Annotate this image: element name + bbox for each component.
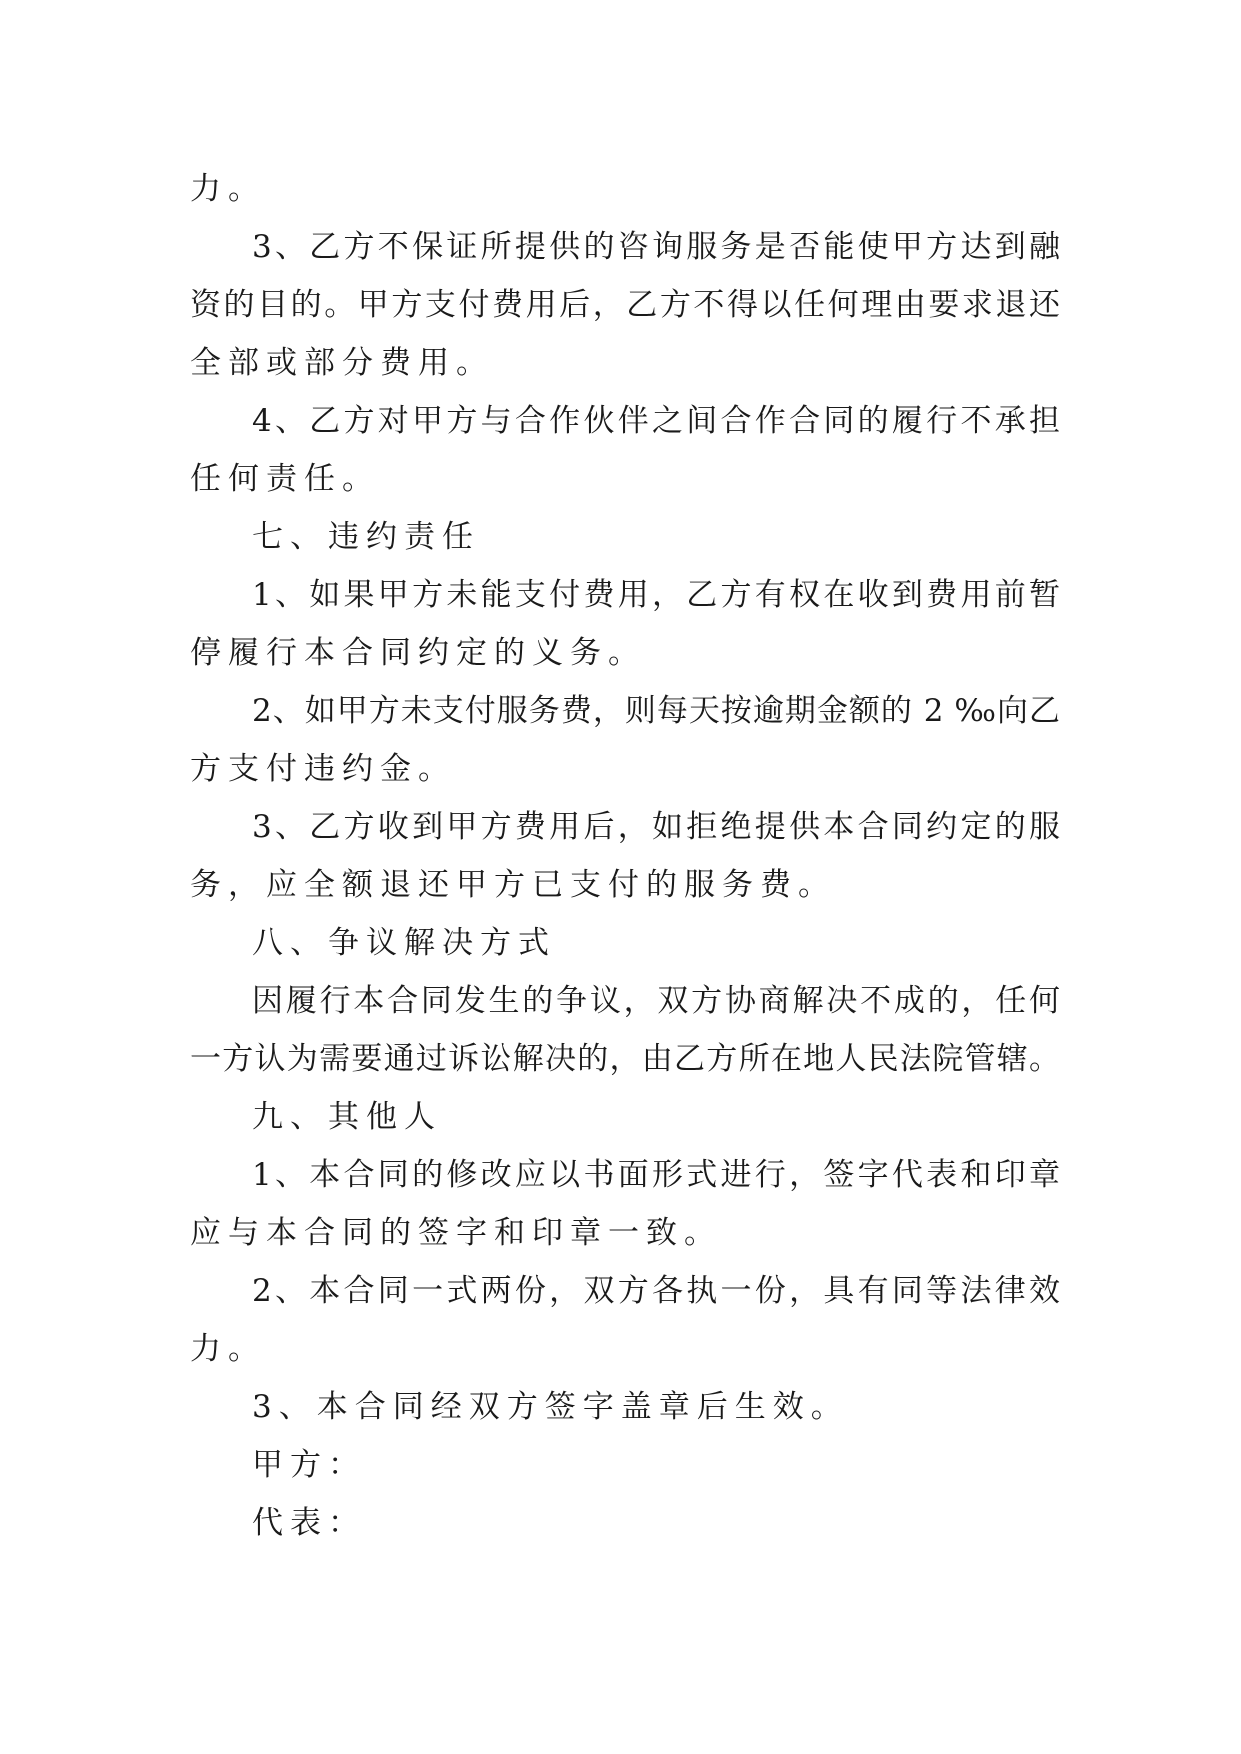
text-line: 九、其他人 — [252, 1099, 442, 1135]
text-line: 资的目的。甲方支付费用后，乙方不得以任何理由要求退还 — [190, 287, 1060, 323]
text-line: 代表： — [252, 1505, 366, 1541]
text-line: 2、本合同一式两份，双方各执一份，具有同等法律效 — [252, 1273, 1060, 1309]
text-line: 3、本合同经双方签字盖章后生效。 — [252, 1389, 849, 1425]
text-line: 因履行本合同发生的争议，双方协商解决不成的，任何 — [252, 983, 1060, 1019]
text-line: 方支付违约金。 — [190, 751, 456, 787]
text-line: 一方认为需要通过诉讼解决的，由乙方所在地人民法院管辖。 — [190, 1041, 1060, 1077]
text-line: 1、如果甲方未能支付费用，乙方有权在收到费用前暂 — [252, 577, 1060, 613]
text-line: 停履行本合同约定的义务。 — [190, 635, 646, 671]
text-line: 力。 — [190, 1331, 266, 1367]
text-line: 务，应全额退还甲方已支付的服务费。 — [190, 867, 836, 903]
text-line: 七、违约责任 — [252, 519, 480, 555]
text-line: 1、本合同的修改应以书面形式进行，签字代表和印章 — [252, 1157, 1060, 1193]
text-line: 力。 — [190, 171, 266, 207]
text-line: 3、乙方不保证所提供的咨询服务是否能使甲方达到融 — [252, 229, 1060, 265]
text-line: 甲方： — [252, 1447, 366, 1483]
text-line: 八、争议解决方式 — [252, 925, 556, 961]
text-line: 应与本合同的签字和印章一致。 — [190, 1215, 722, 1251]
text-line: 2、如甲方未支付服务费，则每天按逾期金额的 2 ‰向乙 — [252, 693, 1060, 729]
document-page — [190, 160, 1060, 1552]
text-line: 3、乙方收到甲方费用后，如拒绝提供本合同约定的服 — [252, 809, 1060, 845]
text-line: 4、乙方对甲方与合作伙伴之间合作合同的履行不承担 — [252, 403, 1060, 439]
text-line: 全部或部分费用。 — [190, 345, 494, 381]
text-line: 任何责任。 — [190, 461, 380, 497]
